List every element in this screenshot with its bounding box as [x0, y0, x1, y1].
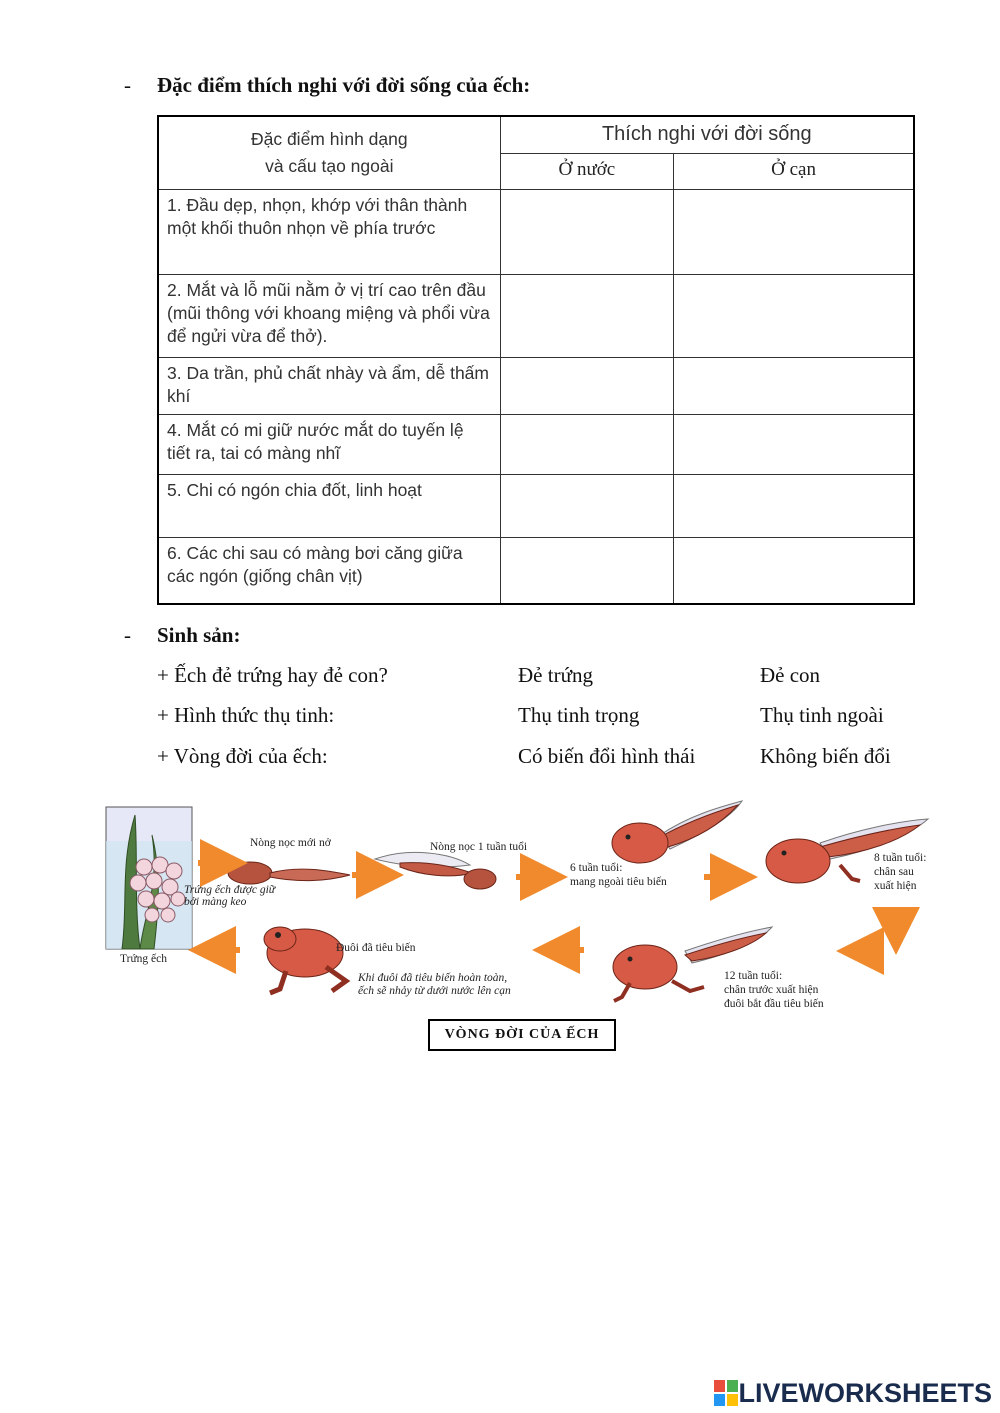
answer-cell-water-4[interactable]: [500, 414, 674, 474]
question-1: + Ếch đẻ trứng hay đẻ con?: [157, 663, 388, 687]
stage-6-label-1: Đuôi đã tiêu biến: [336, 942, 416, 954]
stage-5-label-2: chân trước xuất hiện: [724, 984, 819, 996]
bullet-dash: -: [124, 623, 131, 647]
stage-4-label-2: chân sau: [874, 866, 914, 878]
stage-5-label-1: 12 tuần tuổi:: [724, 970, 783, 982]
header-features: [158, 116, 500, 189]
stage-5-label-3: đuôi bắt đầu tiêu biến: [724, 998, 824, 1010]
header-land: Ở cạn: [674, 153, 914, 189]
answer-cell-water-3[interactable]: [500, 357, 674, 414]
stage-3-label-2: mang ngoài tiêu biến: [570, 876, 667, 888]
eggs-note-1: Trứng ếch được giữ: [184, 884, 276, 896]
stage-6-label-3: ếch sẽ nhảy từ dưới nước lên cạn: [358, 985, 511, 997]
feature-row-5: 5. Chi có ngón chia đốt, linh hoạt: [158, 474, 500, 537]
section-title-adaptation: Đặc điểm thích nghi với đời sống của ếch:: [157, 73, 531, 97]
feature-row-6: 6. Các chi sau có màng bơi căng giữa các ngón (giống chân vịt): [158, 537, 500, 604]
option-3a[interactable]: Có biến đổi hình thái: [518, 744, 696, 768]
tadpole-one-week-illustration: [375, 852, 496, 889]
stage-6-label-2: Khi đuôi đã tiêu biến hoàn toàn,: [358, 972, 508, 984]
feature-row-4: 4. Mắt có mi giữ nước mắt do tuyến lệ tiết ra, tai có màng nhĩ: [158, 414, 500, 474]
diagram-title: VÒNG ĐỜI CỦA ẾCH: [428, 1019, 616, 1051]
option-1b[interactable]: Đẻ con: [760, 663, 821, 687]
bullet-dash: -: [124, 73, 131, 97]
liveworksheets-brand-text: LIVEWORKSHEETS: [738, 1377, 992, 1408]
section-title-reproduction: Sinh sản:: [157, 623, 241, 647]
answer-cell-land-6[interactable]: [674, 537, 914, 604]
question-2: + Hình thức thụ tinh:: [157, 703, 335, 727]
stage-4-label-1: 8 tuần tuổi:: [874, 852, 927, 864]
answer-cell-water-2[interactable]: [500, 274, 674, 357]
tadpole-six-weeks-illustration: [612, 801, 742, 863]
feature-row-2: 2. Mắt và lỗ mũi nằm ở vị trí cao trên đầu (mũi thông với khoang miệng và phổi vừa để ngửi vừa để thở).: [158, 274, 500, 357]
answer-cell-land-2[interactable]: [674, 274, 914, 357]
eggs-label: Trứng ếch: [120, 953, 168, 965]
answer-cell-land-4[interactable]: [674, 414, 914, 474]
question-3: + Vòng đời của ếch:: [157, 744, 328, 768]
header-water: Ở nước: [500, 153, 674, 189]
frog-eggs-illustration: [106, 807, 192, 949]
option-2b[interactable]: Thụ tinh ngoài: [760, 703, 884, 727]
option-3b[interactable]: Không biến đổi: [760, 744, 891, 768]
eggs-note-2: bởi màng keo: [184, 896, 247, 908]
header-features-line1: Đặc điểm hình dạng: [250, 128, 408, 149]
adaptation-table: [157, 115, 915, 605]
stage-3-label-1: 6 tuần tuổi:: [570, 862, 623, 874]
stage-4-label-3: xuất hiện: [874, 880, 917, 892]
adult-frog-illustration: [264, 927, 346, 993]
answer-cell-land-1[interactable]: [674, 189, 914, 274]
liveworksheets-icon: [714, 1380, 738, 1406]
header-adaptation: Thích nghi với đời sống: [500, 116, 914, 153]
tadpole-newborn-illustration: [228, 862, 350, 884]
answer-cell-land-3[interactable]: [674, 357, 914, 414]
answer-cell-water-6[interactable]: [500, 537, 674, 604]
feature-row-1: 1. Đầu dẹp, nhọn, khớp với thân thành một khối thuôn nhọn về phía trước: [158, 189, 500, 274]
feature-row-3: 3. Da trần, phủ chất nhày và ẩm, dễ thấm khí: [158, 357, 500, 414]
answer-cell-water-5[interactable]: [500, 474, 674, 537]
answer-cell-water-1[interactable]: [500, 189, 674, 274]
stage-2-label: Nòng nọc 1 tuần tuổi: [430, 841, 528, 853]
option-2a[interactable]: Thụ tinh trọng: [518, 703, 640, 727]
header-features-line2: và cấu tạo ngoài: [265, 155, 394, 176]
answer-cell-land-5[interactable]: [674, 474, 914, 537]
option-1a[interactable]: Đẻ trứng: [518, 663, 593, 687]
liveworksheets-logo: [714, 1376, 992, 1410]
stage-1-label: Nòng nọc mới nở: [250, 837, 331, 849]
